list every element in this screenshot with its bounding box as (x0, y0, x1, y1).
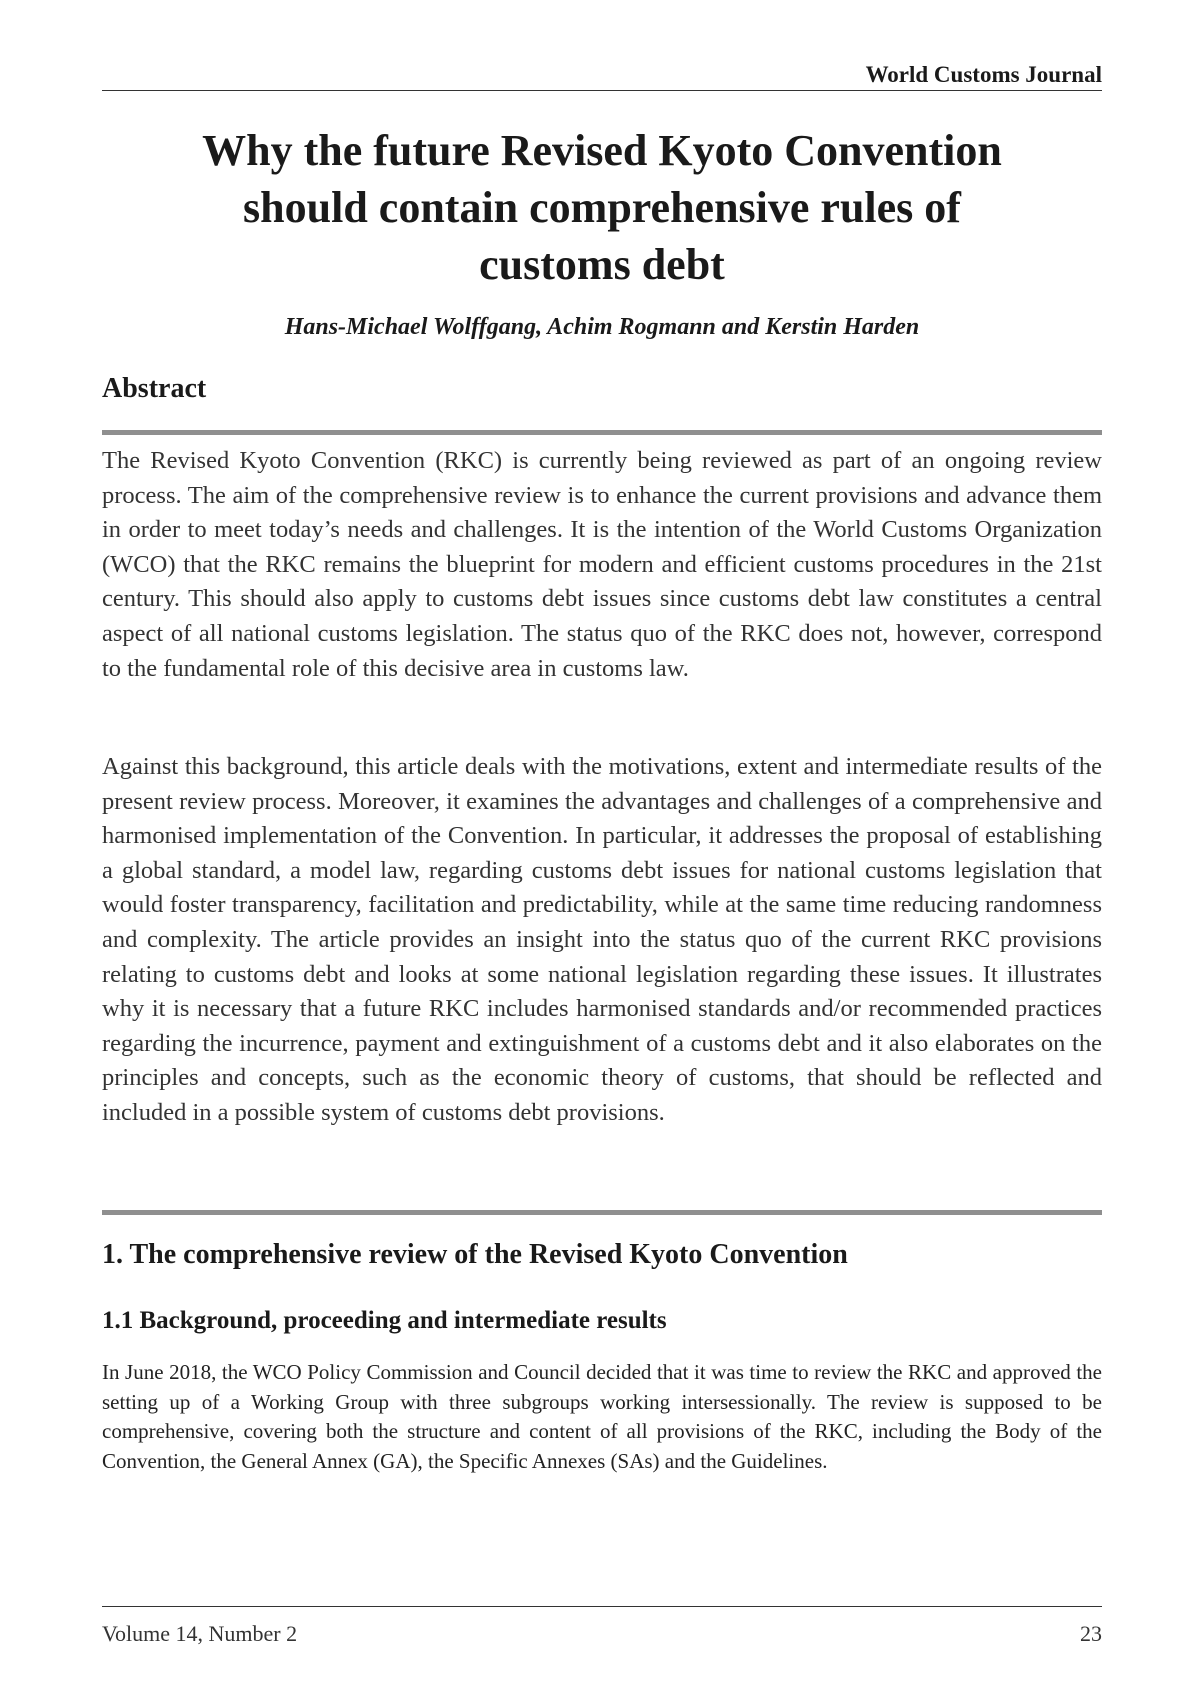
article-title (102, 122, 1102, 293)
title-line-1: Why the future Revised Kyoto Convention (202, 126, 1002, 175)
section-1-1-paragraph: In June 2018, the WCO Policy Commission and Council decided that it was time to review the RKC and approved the setting up of a Working Group with three subgroups working intersessionally. The review is supposed to be comprehensive, covering both the structure and content of all provisions of the RKC, including the Body of the Convention, the General Annex (GA), the Specific Annexes (SAs) and the Guidelines. (102, 1360, 1102, 1473)
title-line-3: customs debt (479, 240, 725, 289)
subsection-1-1-heading: 1.1 Background, proceeding and intermediate results (102, 1307, 667, 1334)
header-rule (102, 90, 1102, 91)
abstract-heading: Abstract (102, 373, 207, 404)
abstract-paragraph-1: The Revised Kyoto Convention (RKC) is currently being reviewed as part of an ongoing review process. The aim of the comprehensive review is to enhance the current provisions and advance them in order to meet today’s needs and challenges. It is the intention of the World Customs Organization (WCO) that the RKC remains the blueprint for modern and efficient customs procedures in the 21st century. This should also apply to customs debt issues since customs debt law constitutes a central aspect of all national customs legislation. The status quo of the RKC does not, however, correspond to the fundamental role of this decisive area in customs law. (102, 447, 1102, 682)
running-header-journal-name: World Customs Journal (865, 62, 1102, 87)
footer-volume: Volume 14, Number 2 (102, 1621, 298, 1646)
section-1-heading: 1. The comprehensive review of the Revised Kyoto Convention (102, 1239, 848, 1270)
footer-page-number: 23 (1080, 1621, 1102, 1646)
article-authors: Hans-Michael Wolffgang, Achim Rogmann and Kerstin Harden (284, 314, 920, 340)
abstract-paragraph-2: Against this background, this article deals with the motivations, extent and intermediate results of the present review process. Moreover, it examines the advantages and challenges of a comprehensive and harmonised implementation of the Convention. In particular, it addresses the proposal of establishing a global standard, a model law, regarding customs debt issues for national customs legislation that would foster transparency, facilitation and predictability, while at the same time reducing randomness and complexity. The article provides an insight into the status quo of the current RKC provisions relating to customs debt and looks at some national legislation regarding these issues. It illustrates why it is necessary that a future RKC includes harmonised standards and/or recommended practices regarding the incurrence, payment and extinguishment of a customs debt and it also elaborates on the principles and concepts, such as the economic theory of customs, that should be reflected and included in a possible system of customs debt provisions. (102, 753, 1102, 1126)
abstract-top-rule (102, 430, 1102, 435)
title-line-2: should contain comprehensive rules of (243, 183, 961, 232)
footer-rule (102, 1606, 1102, 1607)
abstract-bottom-rule (102, 1210, 1102, 1215)
